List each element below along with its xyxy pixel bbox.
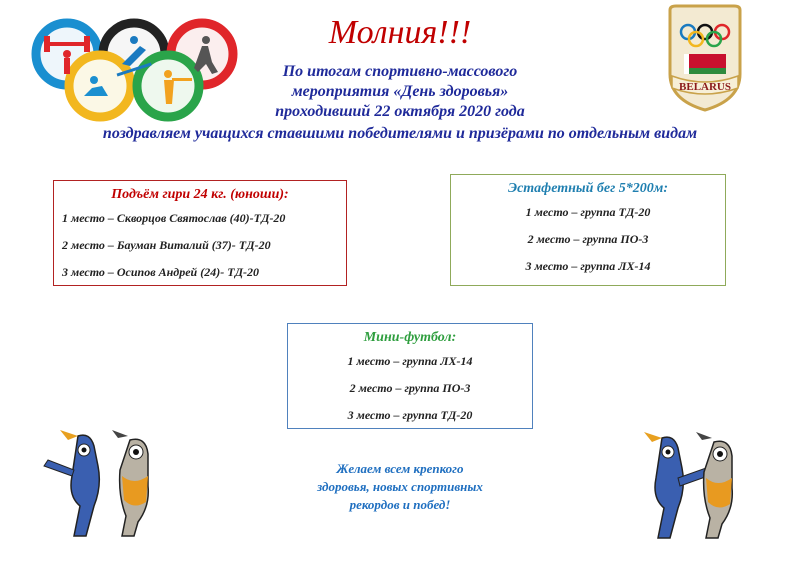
relay-place-3: 3 место – группа ЛХ-14 bbox=[525, 259, 651, 273]
subtitle-line-3: проходивший 22 октября 2020 года bbox=[275, 103, 525, 120]
mascots-right-image bbox=[622, 428, 762, 548]
mascot-blue-icon bbox=[644, 432, 708, 538]
mascot-gold-icon bbox=[696, 432, 732, 538]
weightlifting-place-1: 1 место – Скворцов Святослав (40)-ТД-20 bbox=[62, 211, 286, 225]
weightlifting-place-2: 2 место – Бауман Виталий (37)- ТД-20 bbox=[62, 238, 271, 252]
mascots-left-image bbox=[38, 426, 178, 546]
wishes-line-2: здоровья, новых спортивных bbox=[317, 479, 483, 494]
emblem-text: BELARUS bbox=[679, 81, 731, 93]
football-place-1: 1 место – группа ЛХ-14 bbox=[347, 354, 473, 368]
wishes-line-3: рекордов и побед! bbox=[349, 497, 451, 512]
weightlifting-heading: Подъём гири 24 кг. (юноши): bbox=[111, 187, 289, 202]
weightlifting-results-box bbox=[53, 180, 347, 286]
weightlifting-place-3: 3 место – Осипов Андрей (24)- ТД-20 bbox=[62, 265, 260, 279]
ring-yellow-rowing bbox=[69, 55, 131, 117]
subtitle-line-4: поздравляем учащихся ставшими победителями и призёрами по отдельным видам bbox=[102, 125, 698, 142]
football-results-box bbox=[287, 323, 533, 429]
football-place-3: 3 место – группа ТД-20 bbox=[347, 408, 473, 422]
relay-results-box bbox=[450, 174, 726, 286]
mascot-blue-icon bbox=[44, 430, 99, 536]
wishes-line-1: Желаем всем крепкого bbox=[336, 461, 464, 476]
football-heading: Мини-футбол: bbox=[363, 330, 457, 345]
relay-heading: Эстафетный бег 5*200м: bbox=[507, 181, 669, 196]
relay-place-2: 2 место – группа ПО-3 bbox=[527, 232, 649, 246]
subtitle-line-2: мероприятия «День здоровья» bbox=[291, 83, 509, 100]
subtitle-line-1: По итогам спортивно-массового bbox=[282, 63, 518, 80]
mascot-gold-icon bbox=[112, 430, 148, 536]
football-place-2: 2 место – группа ПО-3 bbox=[349, 381, 471, 395]
relay-place-1: 1 место – группа ТД-20 bbox=[525, 205, 651, 219]
page-title: Молния!!! bbox=[328, 14, 472, 51]
